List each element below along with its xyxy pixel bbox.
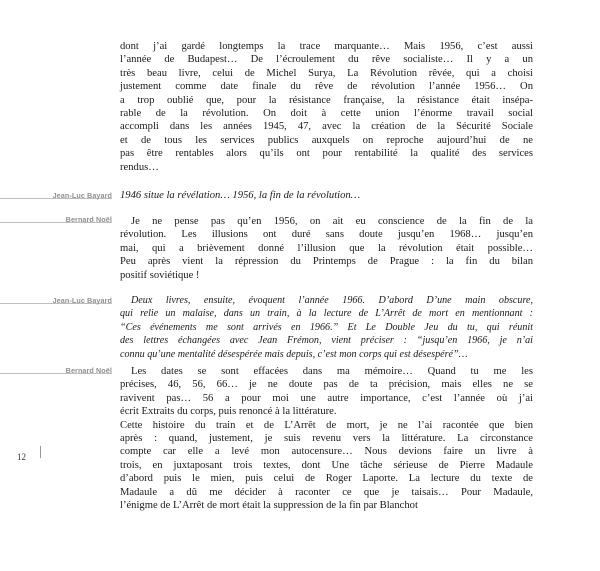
text-line: précises, 46, 56, 66… je ne doute pas de ta précision, mais elles ne se <box>120 379 533 391</box>
speaker-label: Jean-Luc Bayard <box>52 296 112 305</box>
text-line: Madaule a dû me décider à raconter ce que je taisais… Pour Madaule, <box>120 486 533 498</box>
page-number: 12 <box>17 452 26 462</box>
text-line: très beau livre, celui de Michel Surya, La Révolution rêvée, qui a choisi <box>120 67 533 79</box>
text-line: justement comme date finale du rêve de révolution l’année 1956… On <box>120 81 533 93</box>
text-line: Deux livres, ensuite, évoquent l’année 1966. D’abord D’une main obscure, <box>131 295 533 306</box>
text-line: compte car elle a levé mon autocensure… Nous devions faire un livre à <box>120 446 533 458</box>
text-line: mai, qui a brièvement donné l’illusion que la révolution était possible… <box>120 242 533 254</box>
paragraph-answer-2 <box>120 365 533 512</box>
paragraph-intro <box>120 40 533 174</box>
text-line: rable de la révolution. On doit à cette union l’énorme travail social <box>120 108 533 120</box>
text-line: des lettres échangées avec Jean Frémon, vient préciser : “jusqu’en 1966, je n’ai <box>120 335 533 347</box>
text-line: “Ces événements me sont arrivés en 1966.” Et Le Double Jeu du tu, qui réunit <box>120 321 533 333</box>
page-number-bar <box>40 446 41 458</box>
text-line: d’abord puis le mien, puis celui de Roger Laporte. La lecture du texte de <box>120 473 533 485</box>
text-line: Les dates se sont effacées dans ma mémoire… Quand tu me les <box>131 366 533 377</box>
text-line: 1946 situe la révélation… 1956, la fin de la révolution… <box>120 190 361 201</box>
paragraph-question-2 <box>120 294 533 361</box>
text-line: trois, en juxtaposant trois textes, dont Une tâche sérieuse de Pierre Madaule <box>120 459 533 471</box>
text-line: révolution. Les illusions ont duré sans doute jusqu’en 1968… jusqu’en <box>120 229 533 241</box>
text-line: qui relie un malaise, dans un train, à la lecture de L’Arrêt de mort en mentionnant : <box>120 308 533 320</box>
text-line: a trop oublié que, pour la résistance française, la résistance était insépa- <box>120 94 533 106</box>
text-line: rendus… <box>120 161 159 173</box>
text-line: connu qu’une mentalité désespérée mais depuis, c’est mon corps qui est désespéré”… <box>120 348 468 360</box>
paragraph-question-1 <box>120 189 533 202</box>
text-line: Peu après vient la répression du Printemps de Prague : la fin du bilan <box>120 256 533 268</box>
speaker-label: Bernard Noël <box>65 366 112 375</box>
text-line: ravivent pas… 56 a pour moi une autre importance, c’est l’année où j’ai <box>120 392 533 404</box>
text-line: Cette histoire du train et de L’Arrêt de mort, je ne l’ai racontée que bien <box>120 419 533 431</box>
text-line: écrit Extraits du corps, puis renoncé à la littérature. <box>120 406 337 418</box>
text-line: l’année de Budapest… De l’écroulement du rêve socialiste… Il y a un <box>120 54 533 66</box>
text-line: après : quand, justement, je suis revenu vers la littérature. La circonstance <box>120 433 533 445</box>
text-line: et de tous les services publics auxquels on reproche aujourd’hui de ne <box>120 134 533 146</box>
text-line: Je ne pense pas qu’en 1956, on ait eu conscience de la fin de la <box>131 216 533 227</box>
text-line: accompli dans les années 1945, 47, avec la création de la Sécurité Sociale <box>120 121 533 133</box>
text-line: dont j’ai gardé longtemps la trace marquante… Mais 1956, c’est aussi <box>120 41 533 52</box>
text-line: l’énigme de L’Arrêt de mort était la suppression de la fin par Blanchot <box>120 500 418 512</box>
text-line: positif soviétique ! <box>120 269 200 281</box>
speaker-label: Jean-Luc Bayard <box>52 191 112 200</box>
speaker-label: Bernard Noël <box>65 215 112 224</box>
text-line: pas être rentables alors qu’ils ont pour rentabilité la qualité des services <box>120 148 533 160</box>
paragraph-answer-1 <box>120 215 533 282</box>
